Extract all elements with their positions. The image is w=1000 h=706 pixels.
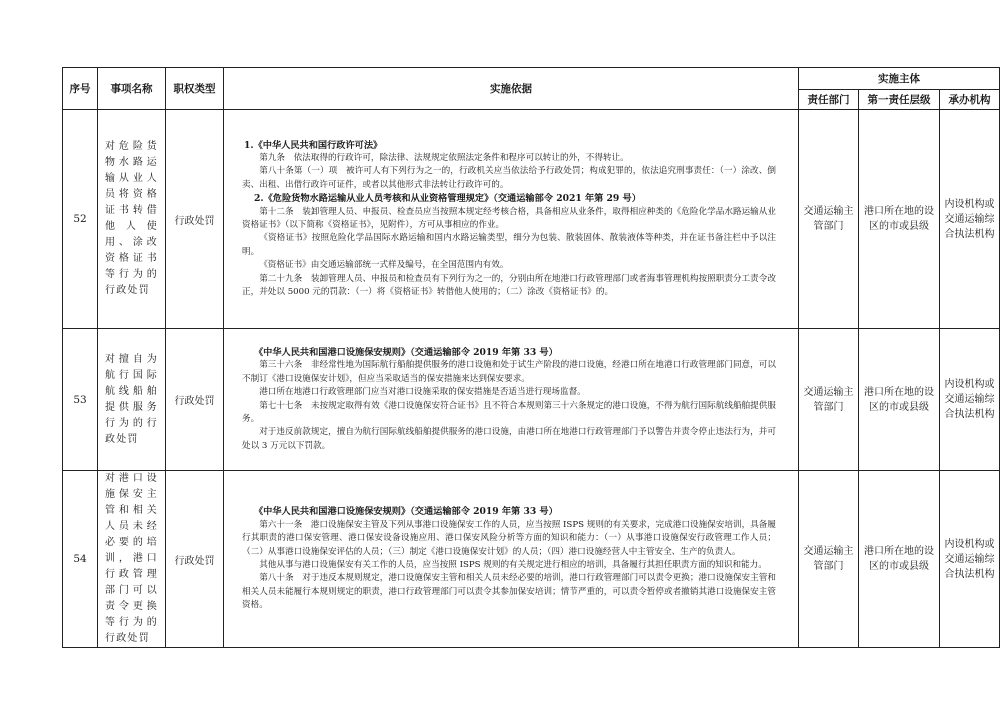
row-item-name: 对擅自为航行国际航线船舶提供服务行为的行政处罚 [98, 329, 166, 471]
basis-paragraph: 其他从事与港口设施保安有关工作的人员，应当按照 ISPS 规则的有关规定进行相应的培训，具备履行其担任职责方面的知识和能力。 [259, 560, 767, 570]
header-row [63, 68, 1000, 90]
row-item-name: 对危险货物水路运输从业人员将资格证书转借他人使用、涂改资格证书等行为的行政处罚 [98, 110, 166, 329]
header-agency: 承办机构 [940, 90, 1000, 110]
header-level: 第一责任层级 [859, 90, 940, 110]
table-row [63, 471, 1000, 648]
basis-paragraph: 第六十一条 港口设施保安主管及下列从事港口设施保安工作的人员，应当按照 ISPS 规则的有关要求，完成港口设施保安培训，具备履行其职责的港口保安管理、港口保安设备设施应用、港口保安风险分析等方面的知识和能力：（一）从事港口设施保安行政管理工作人员；（二）从事港口设施保安评估的人员；（三）制定《港口设施保安计划》的人员；（四）港口设施经营人中主管安全、生产的负责人。 [242, 519, 776, 557]
row-agency: 内设机构或交通运输综合执法机构 [940, 110, 1000, 329]
row-power-type: 行政处罚 [166, 110, 224, 329]
basis-paragraph: 第二十九条 装卸管理人员、申报员和检查员有下列行为之一的，分别由所在地港口行政管理部门或者海事管理机构按照职责分工责令改正，并处以 5000 元的罚款：（一）将《资格证书》转借他人使用的；（二）涂改《资格证书》的。 [242, 273, 776, 298]
law-title: 2.《危险货物水路运输从业人员考核和从业资格管理规定》（交通运输部令 2021 年第 29 号） [254, 193, 641, 205]
row-level: 港口所在地的设区的市或县级 [859, 110, 940, 329]
row-agency: 内设机构或交通运输综合执法机构 [940, 329, 1000, 471]
row-seq: 52 [63, 110, 98, 329]
table-row [63, 329, 1000, 471]
header-power-type: 职权类型 [166, 68, 224, 110]
row-basis [224, 329, 799, 471]
basis-paragraph: 第三十六条 非经常性地为国际航行船舶提供服务的港口设施和处于试生产阶段的港口设施，经港口所在地港口行政管理部门同意，可以不制订《港口设施保安计划》，但应当采取适当的保安措施来达到保安要求。 [242, 360, 776, 384]
row-basis [224, 110, 799, 329]
row-basis [224, 471, 799, 648]
header-seq: 序号 [63, 68, 98, 110]
row-item-name: 对港口设施保安主管和相关人员未经必要的培训，港口行政管理部门可以责令更换等行为的行政处罚 [98, 471, 166, 648]
basis-paragraph: 第十二条 装卸管理人员、申报员、检查员应当按照本规定经考核合格，具备相应从业条件，取得相应种类的《危险化学品水路运输从业资格证书》（以下简称《资格证书》，见附件），方可从事相应的作业。 [242, 206, 776, 230]
basis-paragraph: 第九条 依法取得的行政许可，除法律、法规规定依照法定条件和程序可以转让的外，不得转让。 [259, 152, 629, 163]
header-item-name: 事项名称 [98, 68, 166, 110]
row-dept: 交通运输主管部门 [799, 329, 859, 471]
row-seq: 54 [63, 471, 98, 648]
law-title: 1.《中华人民共和国行政许可法》 [244, 139, 383, 151]
basis-paragraph: 《资格证书》由交通运输部统一式样及编号，在全国范围内有效。 [259, 260, 509, 271]
row-agency: 内设机构或交通运输综合执法机构 [940, 471, 1000, 648]
basis-paragraph: 《资格证书》按照危险化学品国际水路运输和国内水路运输类型，细分为包装、散装固体、散装液体等种类，并在证书备注栏中予以注明。 [242, 233, 776, 257]
table-row [63, 110, 1000, 329]
row-level: 港口所在地的设区的市或县级 [859, 329, 940, 471]
power-list-table [62, 67, 1000, 648]
law-title: 《中华人民共和国港口设施保安规则》（交通运输部令 2019 年第 33 号） [254, 506, 558, 518]
row-seq: 53 [63, 329, 98, 471]
row-dept: 交通运输主管部门 [799, 110, 859, 329]
header-basis: 实施依据 [224, 68, 799, 110]
row-level: 港口所在地的设区的市或县级 [859, 471, 940, 648]
basis-paragraph: 第八十条第（一）项 被许可人有下列行为之一的，行政机关应当依法给予行政处罚；构成犯罪的，依法追究刑事责任：（一）涂改、倒卖、出租、出借行政许可证件，或者以其他形式非法转让行政许可的。 [242, 166, 776, 190]
row-power-type: 行政处罚 [166, 329, 224, 471]
basis-paragraph: 第八十条 对于违反本规则规定，港口设施保安主管和相关人员未经必要的培训，港口行政管理部门可以责令更换；港口设施保安主管和相关人员未能履行本规则规定的职责，港口行政管理部门可以责令其参加保安培训；情节严重的，可以责令暂停或者撤销其港口设施保安主管资格。 [242, 573, 776, 611]
row-dept: 交通运输主管部门 [799, 471, 859, 648]
basis-paragraph: 第七十七条 未按规定取得有效《港口设施保安符合证书》且不符合本规则第三十六条规定的港口设施，不得为航行国际航线船舶提供服务。 [242, 400, 776, 424]
basis-paragraph: 港口所在地港口行政管理部门应当对港口设施采取的保安措施是否适当进行现场监督。 [259, 387, 586, 398]
basis-paragraph: 对于违反前款规定，擅自为航行国际航线船舶提供服务的港口设施，由港口所在地港口行政管理部门予以警告并责令停止违法行为，并可处以 3 万元以下罚款。 [242, 427, 776, 451]
header-subject: 实施主体 [799, 68, 1000, 90]
row-power-type: 行政处罚 [166, 471, 224, 648]
header-dept: 责任部门 [799, 90, 859, 110]
law-title: 《中华人民共和国港口设施保安规则》（交通运输部令 2019 年第 33 号） [254, 346, 558, 358]
